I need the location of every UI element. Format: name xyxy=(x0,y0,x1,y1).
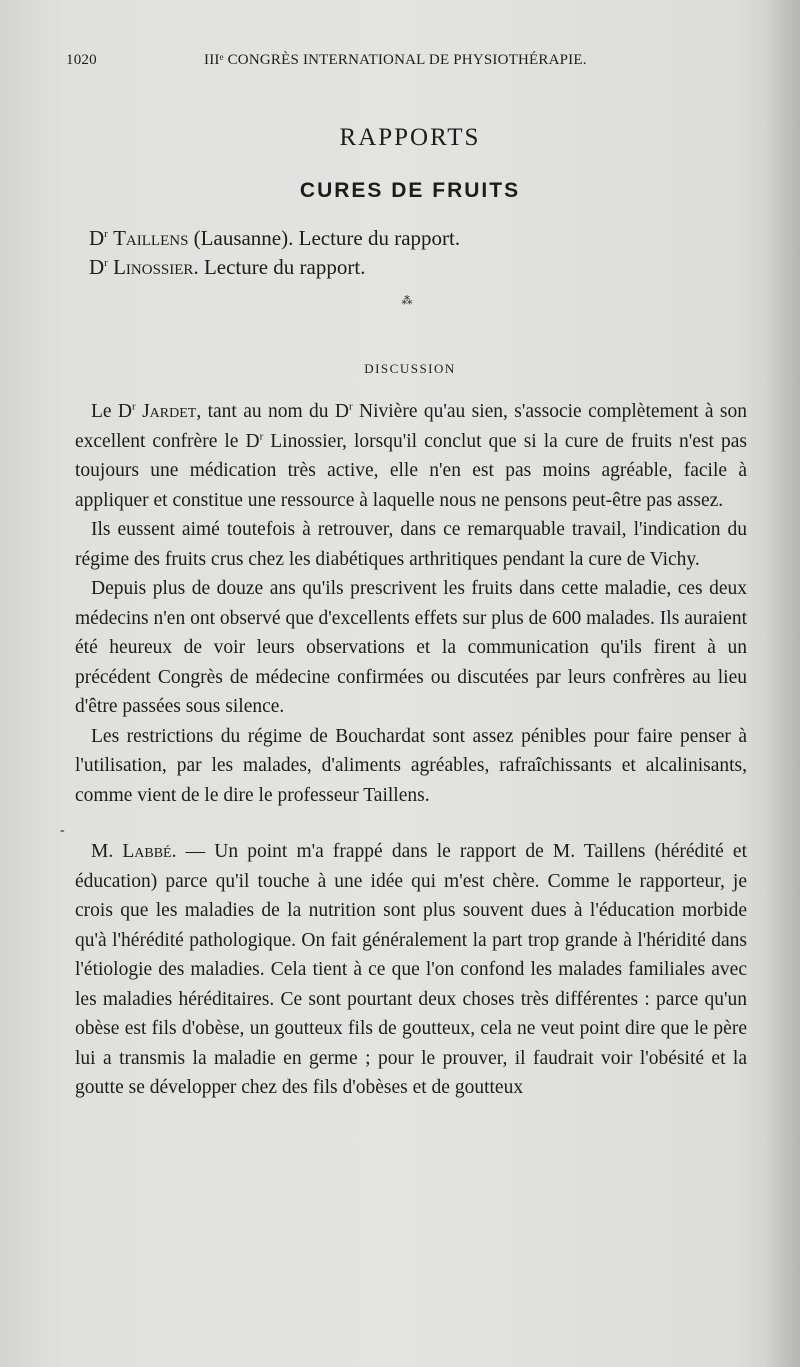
text-run: Nivière qu'au sien, s'associe complètement à son excellent confrère le D xyxy=(75,401,748,452)
speaker-name: Labbé xyxy=(122,841,172,862)
paragraph-vichy: Ils eussent aimé toutefois à retrouver, dans ce remarquable travail, l'indication du régime des fruits crus chez les diabétiques arthritiques pendant la cure de Vichy. xyxy=(75,519,747,570)
paragraph-bouchardat: Les restrictions du régime de Bouchardat sont assez pénibles pour faire penser à l'utilisation, par les malades, d'aliments agréables, rafraîchissants et alcalinisants, comme vient de le dire le professeur Taillens. xyxy=(75,725,747,806)
speaker-rest: (Lausanne). Lecture du rapport. xyxy=(188,226,461,250)
text-sup: r xyxy=(348,400,353,413)
text-sup: r xyxy=(132,400,136,413)
paragraph-jardet xyxy=(75,397,747,515)
speaker-title-sup: r xyxy=(104,257,108,269)
text-run: , tant au nom du D xyxy=(196,401,349,422)
speaker-line-linossier xyxy=(89,255,365,280)
body-text xyxy=(75,397,747,1103)
running-title: IIIᵉ CONGRÈS INTERNATIONAL DE PHYSIOTHÉRAPIE. xyxy=(204,52,587,68)
text-run: Le D xyxy=(91,401,133,422)
text-run: M. xyxy=(91,841,123,862)
text-run: Linossier, lorsqu'il conclut que si la cure de fruits n'est pas toujours une médication très active, elle n'en est pas moins agréable, facile à appliquer et constitue une ressource à laquelle nous ne pensons peut-être pas assez. xyxy=(75,430,747,511)
speaker-title-sup: r xyxy=(104,228,108,240)
speaker-rest: . Lecture du rapport. xyxy=(193,255,366,279)
paragraph-labbe xyxy=(75,837,747,1103)
page-edge-shadow xyxy=(766,0,800,1367)
speaker-line-taillens xyxy=(89,226,460,251)
section-title: RAPPORTS xyxy=(339,124,481,151)
subtitle: CURES DE FRUITS xyxy=(299,179,521,202)
speaker-title: D xyxy=(89,226,105,250)
paragraph-gap xyxy=(75,810,747,837)
speaker-name: Linossier xyxy=(113,255,194,279)
margin-mark: - xyxy=(60,823,65,838)
discussion-heading: DISCUSSION xyxy=(364,361,456,376)
text-run: . — Un point m'a frappé dans le rapport de M. Taillens (hérédité et éducation) parce qu'il touche à une idée qui m'est chère. Comme le rapporteur, je crois que les maladies de la nutrition sont plus souvent dues à l'éducation morbide qu'à l'hérédité pathologique. On fait généralement la part trop grande à l'héridité dans l'étiologie des maladies. Cela tient à ce que l'on confond les malades familiales avec les maladies héréditaires. Ce sont pourtant deux choses très différentes : parce qu'un obèse est fils d'obèse, un goutteux fils de goutteux, cela ne veut point dire que le père lui a transmis la maladie en germe ; pour le prouver, il faudrait voir l'obésité et la goutte se développer chez des fils d'obèses et de goutteux xyxy=(75,841,747,1098)
page-number: 1020 xyxy=(66,52,97,68)
paragraph-observations: Depuis plus de douze ans qu'ils prescrivent les fruits dans cette maladie, ces deux médecins n'en ont observé que d'excellents effets sur plus de 600 malades. Ils auraient été heureux de voir leurs observations et la communication qu'ils firent à un précédent Congrès de médecine confirmées ou discutées par leurs confrères au lieu d'être passées sous silence. xyxy=(75,578,747,717)
speaker-name: Jardet xyxy=(142,401,197,422)
text-sup: r xyxy=(259,430,264,442)
speaker-name: Taillens xyxy=(113,226,189,250)
asterism-ornament: ⁂ xyxy=(401,295,413,307)
speaker-title: D xyxy=(89,255,105,279)
